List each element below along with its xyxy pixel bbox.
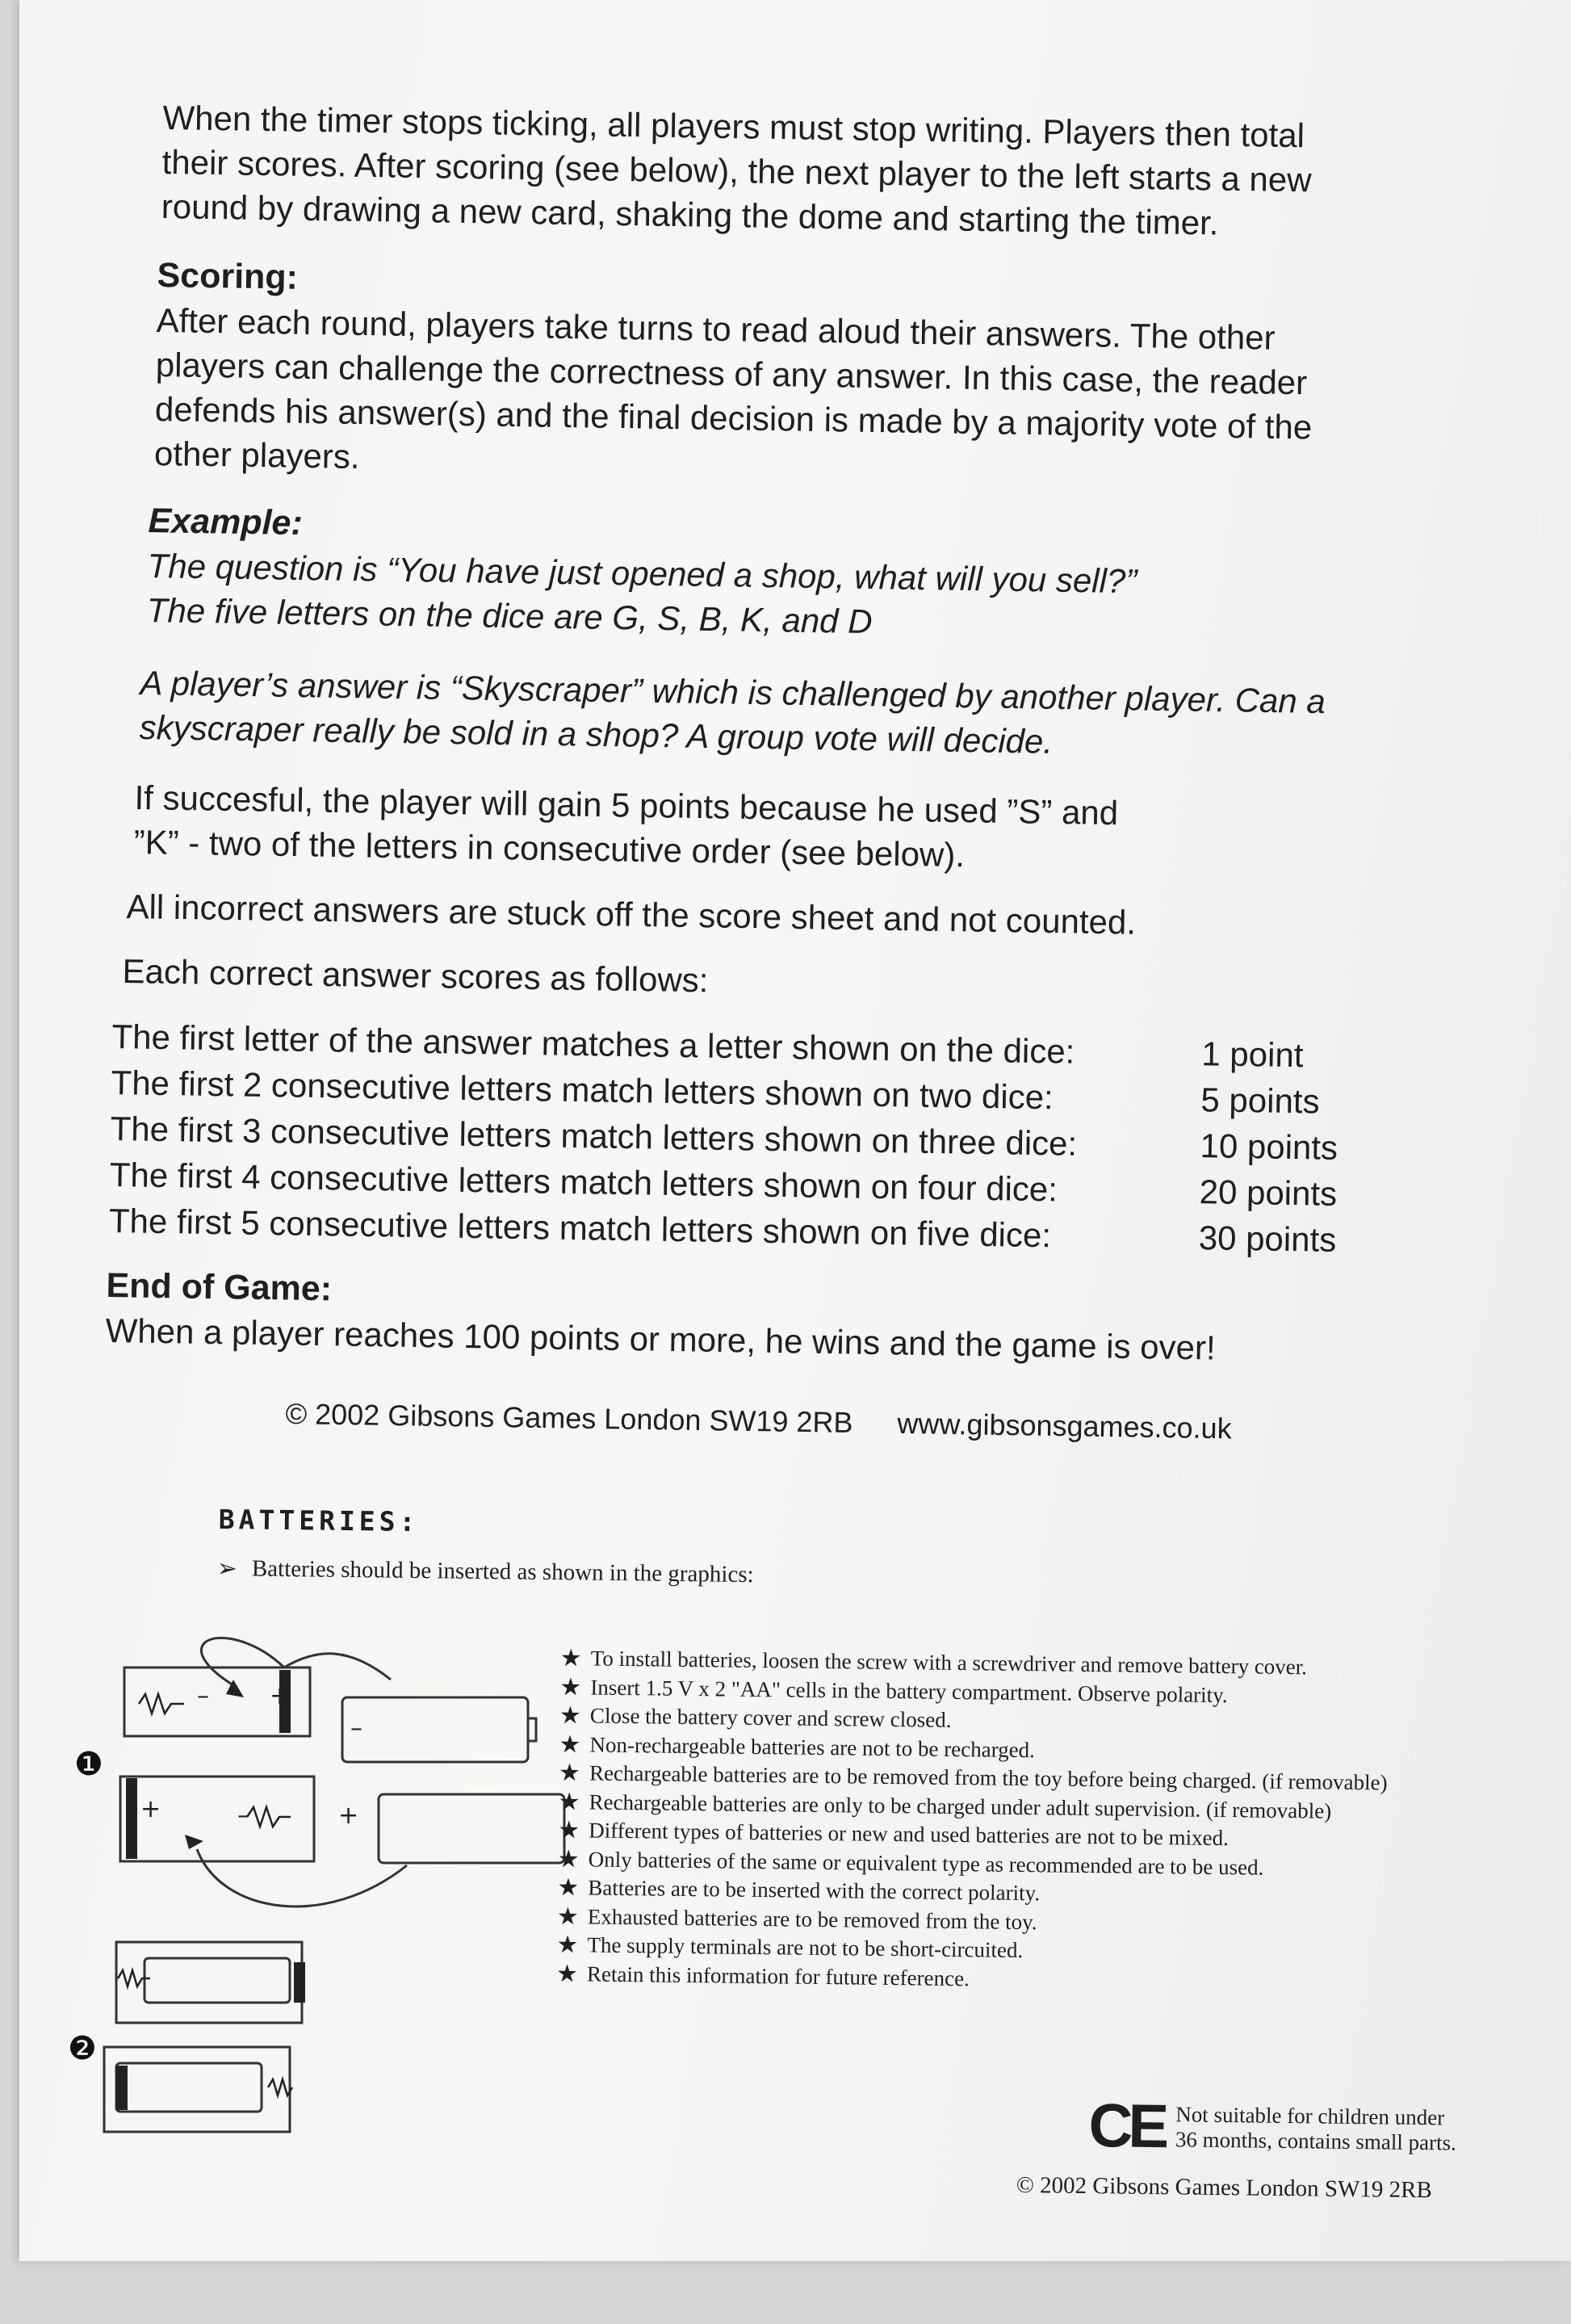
battery-safety-list xyxy=(556,1644,1529,2000)
insert-arrow xyxy=(197,1849,407,1907)
text-line: A player’s answer is “Skyscraper” which is challenged by another player. Can a xyxy=(140,663,1326,721)
text-line: If succesful, the player will gain 5 points because he used ”S” and xyxy=(134,778,1119,833)
end-game-text: When a player reaches 100 points or more, he wins and the game is over! xyxy=(105,1311,1216,1367)
arrowhead-icon xyxy=(185,1835,203,1849)
list-item: ★ To install batteries, loosen the screw with a screwdriver and remove battery cover. xyxy=(559,1645,1308,1680)
polarity-minus-label: – xyxy=(237,1802,249,1830)
text-line: skyscraper really be sold in a shop? A group vote will decide. xyxy=(139,707,1054,761)
star-icon: ★ xyxy=(558,1788,580,1816)
footer-copyright: © 2002 Gibsons Games London SW19 2RB xyxy=(1016,2172,1433,2204)
score-points: 30 points xyxy=(1198,1218,1337,1259)
example-answer xyxy=(139,661,1326,768)
list-item: ★ Insert 1.5 V x 2 "AA" cells in the battery compartment. Observe polarity. xyxy=(559,1673,1228,1707)
list-item: ★ Non-rechargeable batteries are not to be recharged. xyxy=(559,1730,1036,1762)
example-section xyxy=(146,499,1137,648)
score-rule: The first 3 consecutive letters match letters shown on three dice: xyxy=(110,1109,1078,1163)
text-line: ”K” - two of the letters in consecutive order (see below). xyxy=(133,822,966,875)
score-table xyxy=(109,1013,1372,1263)
score-points: 1 point xyxy=(1201,1034,1304,1074)
star-icon: ★ xyxy=(559,1702,582,1730)
polarity-plus-label: + xyxy=(338,1802,359,1830)
spring-icon xyxy=(247,1807,291,1827)
website-link[interactable]: www.gibsonsgames.co.uk xyxy=(897,1406,1232,1445)
star-icon: ★ xyxy=(557,1817,580,1844)
insert-arrow xyxy=(201,1638,284,1688)
ce-mark-logo: CE xyxy=(1088,2091,1165,2162)
list-item: ★ Rechargeable batteries are to be removed from the toy before being charged. (if removable) xyxy=(558,1760,1388,1795)
star-icon: ★ xyxy=(559,1673,582,1701)
battery-terminal xyxy=(528,1718,536,1741)
text-line: their scores. After scoring (see below), the next player to the left starts a new xyxy=(161,142,1312,199)
list-item: ★ Only batteries of the same or equivalent type as recommended are to be used. xyxy=(557,1845,1264,1880)
contact-plate xyxy=(294,1962,305,2003)
star-icon: ★ xyxy=(555,1960,579,1988)
example-heading: Example: xyxy=(148,501,304,543)
copyright-text: © 2002 Gibsons Games London SW19 2RB xyxy=(285,1397,853,1440)
battery-outline xyxy=(145,1958,290,2003)
text-line: other players. xyxy=(153,434,360,476)
star-icon: ★ xyxy=(559,1645,582,1672)
score-points: 10 points xyxy=(1200,1126,1338,1167)
success-paragraph xyxy=(133,775,1118,879)
scores-intro: Each correct answer scores as follows: xyxy=(122,951,709,1000)
arrowhead-icon: ➢ xyxy=(216,1554,238,1583)
score-points: 5 points xyxy=(1200,1080,1320,1121)
battery-outline xyxy=(342,1697,528,1762)
batteries-heading: BATTERIES: xyxy=(218,1504,420,1538)
text-line: The question is “You have just opened a shop, what will you sell?” xyxy=(147,546,1137,601)
safety-warning xyxy=(1088,2091,1457,2162)
list-item: ★ Different types of batteries or new and used batteries are not to be mixed. xyxy=(557,1817,1230,1851)
scoring-section xyxy=(154,254,1315,493)
battery-diagram-illustration xyxy=(68,1623,568,2172)
step-2-marker: ❷ xyxy=(68,2030,97,2067)
intro-paragraph xyxy=(161,95,1312,246)
polarity-minus-label: – xyxy=(350,1714,362,1743)
score-rule: The first 4 consecutive letters match letters shown on four dice: xyxy=(109,1155,1058,1208)
copyright-line xyxy=(285,1397,1232,1445)
incorrect-note: All incorrect answers are stuck off the score sheet and not counted. xyxy=(126,887,1137,942)
contact-plate xyxy=(126,1778,137,1859)
score-rule: The first letter of the answer matches a letter shown on the dice: xyxy=(111,1017,1075,1071)
star-icon: ★ xyxy=(558,1760,581,1787)
warning-text: Not suitable for children under 36 months, contains small parts. xyxy=(1175,2102,1457,2155)
list-item: ★ Retain this information for future reference. xyxy=(555,1960,970,1991)
text-line: After each round, players take turns to read aloud their answers. The other xyxy=(156,300,1276,357)
text-line: round by drawing a new card, shaking the dome and starting the timer. xyxy=(161,187,1219,242)
star-icon: ★ xyxy=(556,1932,579,1959)
spring-icon xyxy=(139,1694,184,1714)
end-game-heading: End of Game: xyxy=(106,1265,333,1309)
step-1-marker: ❶ xyxy=(74,1746,103,1783)
polarity-plus-label: + xyxy=(270,1682,291,1710)
list-item: ★ Exhausted batteries are to be removed from the toy. xyxy=(556,1902,1037,1934)
score-rule: The first 2 consecutive letters match letters shown on two dice: xyxy=(111,1063,1054,1116)
score-rule: The first 5 consecutive letters match letters shown on five dice: xyxy=(108,1201,1052,1254)
star-icon: ★ xyxy=(557,1874,580,1902)
text-line: When the timer stops ticking, all players must stop writing. Players then total xyxy=(162,98,1305,155)
list-item: ★ Close the battery cover and screw closed. xyxy=(559,1702,952,1733)
polarity-minus-label: – xyxy=(197,1682,209,1710)
list-item: ★ Rechargeable batteries are only to be charged under adult supervision. (if removable) xyxy=(558,1788,1332,1823)
polarity-plus-label: + xyxy=(140,1795,161,1823)
score-points: 20 points xyxy=(1199,1172,1338,1213)
end-game-section xyxy=(105,1264,1217,1370)
text-line: players can challenge the correctness of any answer. In this case, the reader xyxy=(155,345,1308,402)
scoring-heading: Scoring: xyxy=(157,255,299,297)
star-icon: ★ xyxy=(559,1730,581,1759)
list-item: ★ Batteries are to be inserted with the correct polarity. xyxy=(557,1874,1041,1906)
batteries-intro-text: Batteries should be inserted as shown in the graphics: xyxy=(251,1555,754,1588)
list-item: ★ The supply terminals are not to be short-circuited. xyxy=(556,1932,1024,1963)
star-icon: ★ xyxy=(556,1902,579,1931)
batteries-intro xyxy=(217,1554,754,1589)
star-icon: ★ xyxy=(557,1845,580,1873)
battery-diagram xyxy=(68,1623,568,2172)
battery-outline xyxy=(116,2063,262,2112)
instruction-sheet xyxy=(19,0,1571,2261)
text-line: The five letters on the dice are G, S, B, K, and D xyxy=(146,590,873,641)
contact-plate xyxy=(116,2066,128,2110)
battery-outline xyxy=(379,1794,564,1863)
text-line: defends his answer(s) and the final decision is made by a majority vote of the xyxy=(154,389,1313,447)
